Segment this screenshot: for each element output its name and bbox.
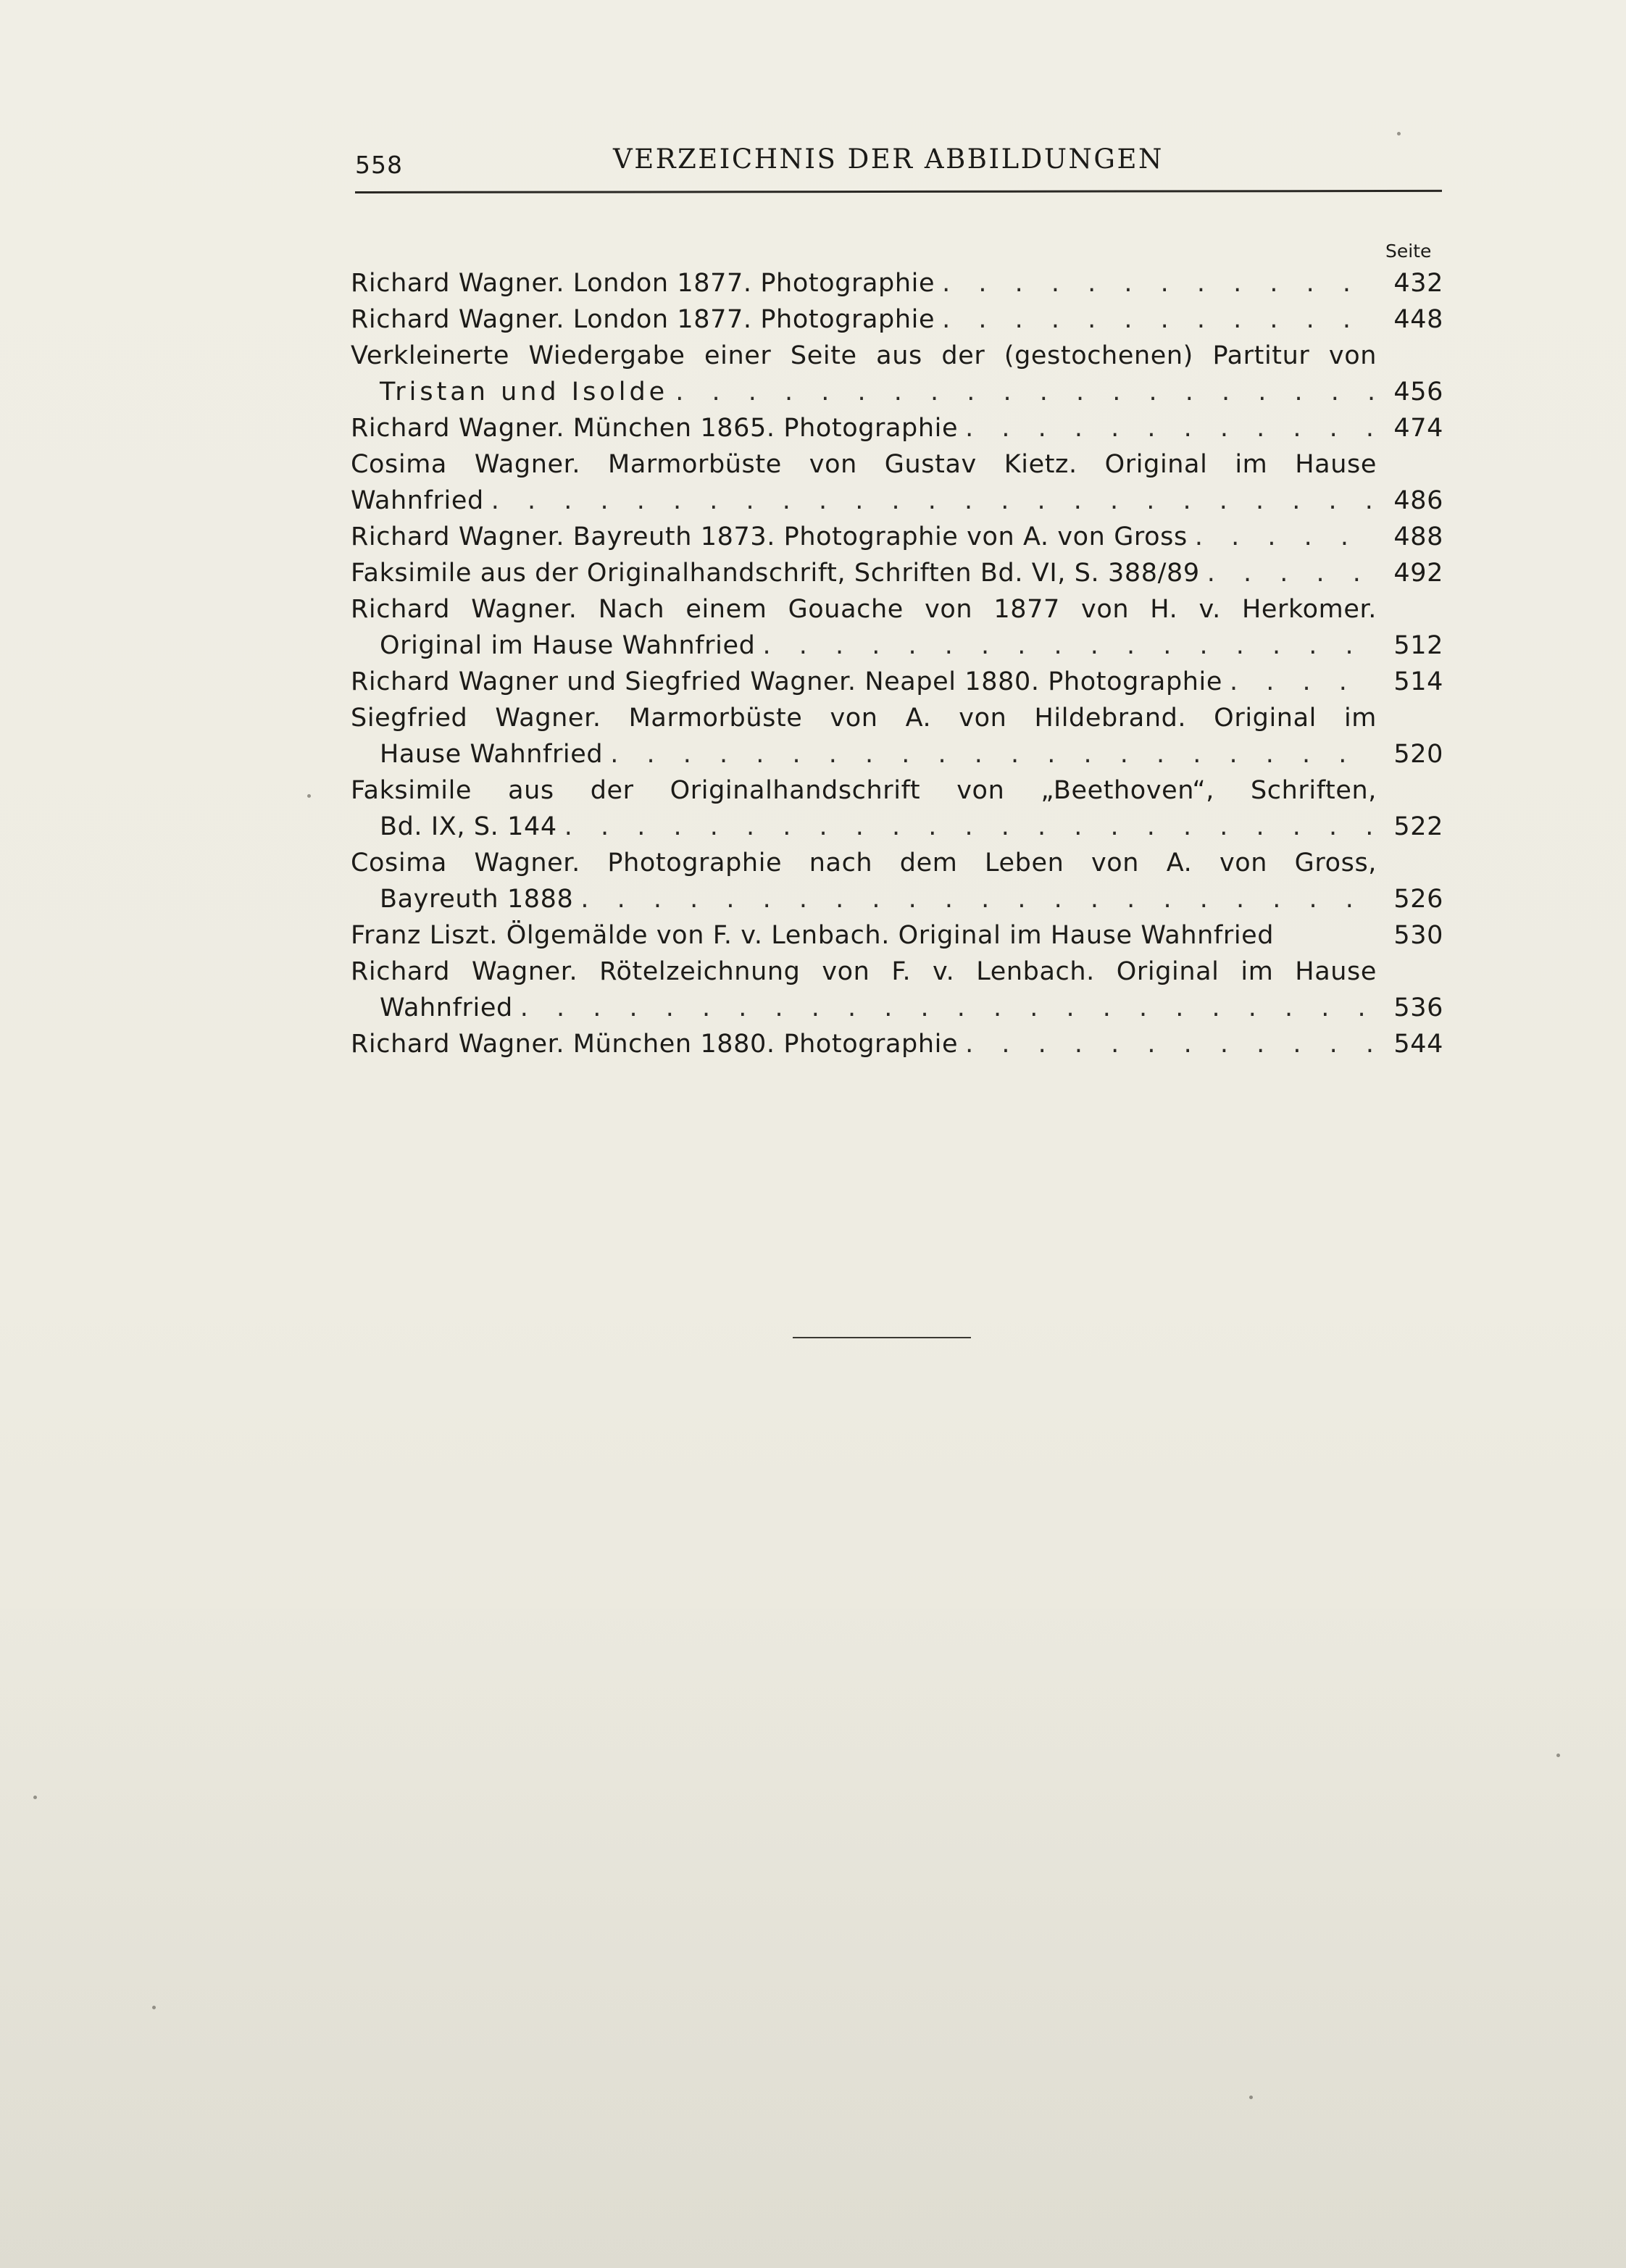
entry-line [351, 845, 1377, 881]
dot-leader [1230, 664, 1377, 700]
entry-line [351, 664, 1377, 700]
entry-line [351, 700, 1377, 736]
entry-page-number: 492 [1393, 559, 1443, 588]
entry-line [351, 555, 1377, 591]
entry-caption: Cosima Wagner. Marmorbüste von Gustav Kietz. Original im Hause [351, 450, 1377, 479]
entry-page-number: 486 [1393, 486, 1443, 515]
dot-leader [965, 410, 1377, 446]
entry-line [351, 954, 1377, 990]
list-entry [351, 1026, 1443, 1062]
list-entry [351, 845, 1443, 917]
list-entry [351, 917, 1443, 954]
entry-caption: Richard Wagner. Bayreuth 1873. Photographie von A. von Gross [351, 522, 1188, 551]
entry-line [351, 591, 1377, 628]
entry-caption: Bd. IX, S. 144 [380, 812, 557, 841]
entry-page-number: 530 [1393, 921, 1443, 950]
list-entry [351, 446, 1443, 519]
entry-line [351, 519, 1377, 555]
entry-page-number: 448 [1393, 305, 1443, 334]
paper-speck [1249, 2096, 1253, 2099]
dot-leader [675, 374, 1377, 410]
entry-caption: Richard Wagner. München 1865. Photographie [351, 414, 959, 443]
entry-page-number: 474 [1393, 414, 1443, 443]
list-entry [351, 664, 1443, 700]
dot-leader [580, 881, 1377, 917]
paper-speck [33, 1796, 37, 1799]
entry-caption: Richard Wagner und Siegfried Wagner. Neapel 1880. Photographie [351, 667, 1223, 696]
entry-page-number: 488 [1393, 522, 1443, 551]
entry-caption: Wahnfried [380, 993, 513, 1022]
entry-line [351, 736, 1377, 772]
dot-leader [942, 265, 1377, 301]
entry-line [351, 374, 1377, 410]
entry-caption: Original im Hause Wahnfried [380, 631, 756, 660]
entry-page-number: 522 [1393, 812, 1443, 841]
entry-page-number: 526 [1393, 885, 1443, 914]
header-rule [355, 190, 1442, 193]
dot-leader [965, 1026, 1377, 1062]
entry-caption: Bayreuth 1888 [380, 885, 574, 914]
entry-caption: Richard Wagner. Nach einem Gouache von 1877 von H. v. Herkomer. [351, 595, 1377, 624]
dot-leader [1195, 519, 1377, 555]
entry-caption: Faksimile aus der Originalhandschrift von „Beethoven“, Schriften, [351, 776, 1377, 805]
entry-page-number: 456 [1393, 378, 1443, 407]
entry-line [351, 410, 1377, 446]
page-shading [0, 1580, 1626, 2268]
list-entry [351, 555, 1443, 591]
list-entry [351, 954, 1443, 1026]
paper-speck [152, 2006, 156, 2009]
illustration-list [351, 265, 1443, 1062]
paper-speck [1556, 1754, 1560, 1757]
entry-line [351, 628, 1377, 664]
entry-page-number: 536 [1393, 993, 1443, 1022]
dot-leader [564, 809, 1377, 845]
paper-speck [307, 794, 311, 798]
list-entry [351, 410, 1443, 446]
entry-page-number: 432 [1393, 269, 1443, 298]
entry-caption: Siegfried Wagner. Marmorbüste von A. von Hildebrand. Original im [351, 704, 1377, 733]
entry-caption: Tristan und Isolde [380, 378, 669, 407]
dot-leader [610, 736, 1377, 772]
entry-caption: Richard Wagner. London 1877. Photographie [351, 305, 935, 334]
entry-line [351, 265, 1377, 301]
page-number: 558 [355, 151, 403, 179]
list-entry [351, 301, 1443, 338]
entry-line [351, 772, 1377, 809]
page-column-label: Seite [1385, 241, 1432, 262]
entry-line [351, 301, 1377, 338]
dot-leader [491, 483, 1377, 519]
entry-caption: Richard Wagner. London 1877. Photographie [351, 269, 935, 298]
entry-line [351, 881, 1377, 917]
entry-line [351, 990, 1377, 1026]
entry-line [351, 809, 1377, 845]
list-entry [351, 700, 1443, 772]
entry-caption: Richard Wagner. Rötelzeichnung von F. v. Lenbach. Original im Hause [351, 957, 1377, 986]
dot-leader [942, 301, 1377, 338]
entry-line [351, 483, 1377, 519]
running-header [355, 138, 1442, 181]
entry-caption: Hause Wahnfried [380, 740, 604, 769]
entry-caption: Verkleinerte Wiedergabe einer Seite aus der (gestochenen) Partitur von [351, 341, 1377, 370]
entry-line [351, 917, 1377, 954]
entry-caption: Cosima Wagner. Photographie nach dem Leben von A. von Gross, [351, 849, 1377, 877]
running-title: VERZEICHNIS DER ABBILDUNGEN [613, 143, 1164, 175]
paper-speck [1397, 132, 1401, 136]
entry-caption: Wahnfried [351, 486, 484, 515]
entry-caption: Richard Wagner. München 1880. Photographie [351, 1030, 959, 1059]
entry-page-number: 512 [1393, 631, 1443, 660]
entry-caption: Franz Liszt. Ölgemälde von F. v. Lenbach. Original im Hause Wahnfried [351, 921, 1275, 950]
entry-line [351, 446, 1377, 483]
dot-leader [762, 628, 1377, 664]
list-entry [351, 772, 1443, 845]
entry-line [351, 338, 1377, 374]
list-entry [351, 519, 1443, 555]
entry-page-number: 520 [1393, 740, 1443, 769]
list-entry [351, 591, 1443, 664]
list-entry [351, 338, 1443, 410]
dot-leader [520, 990, 1377, 1026]
entry-line [351, 1026, 1377, 1062]
dot-leader [1207, 555, 1377, 591]
entry-caption: Faksimile aus der Originalhandschrift, Schriften Bd. VI, S. 388/89 [351, 559, 1200, 588]
end-rule [793, 1337, 971, 1338]
list-entry [351, 265, 1443, 301]
entry-page-number: 514 [1393, 667, 1443, 696]
entry-page-number: 544 [1393, 1030, 1443, 1059]
